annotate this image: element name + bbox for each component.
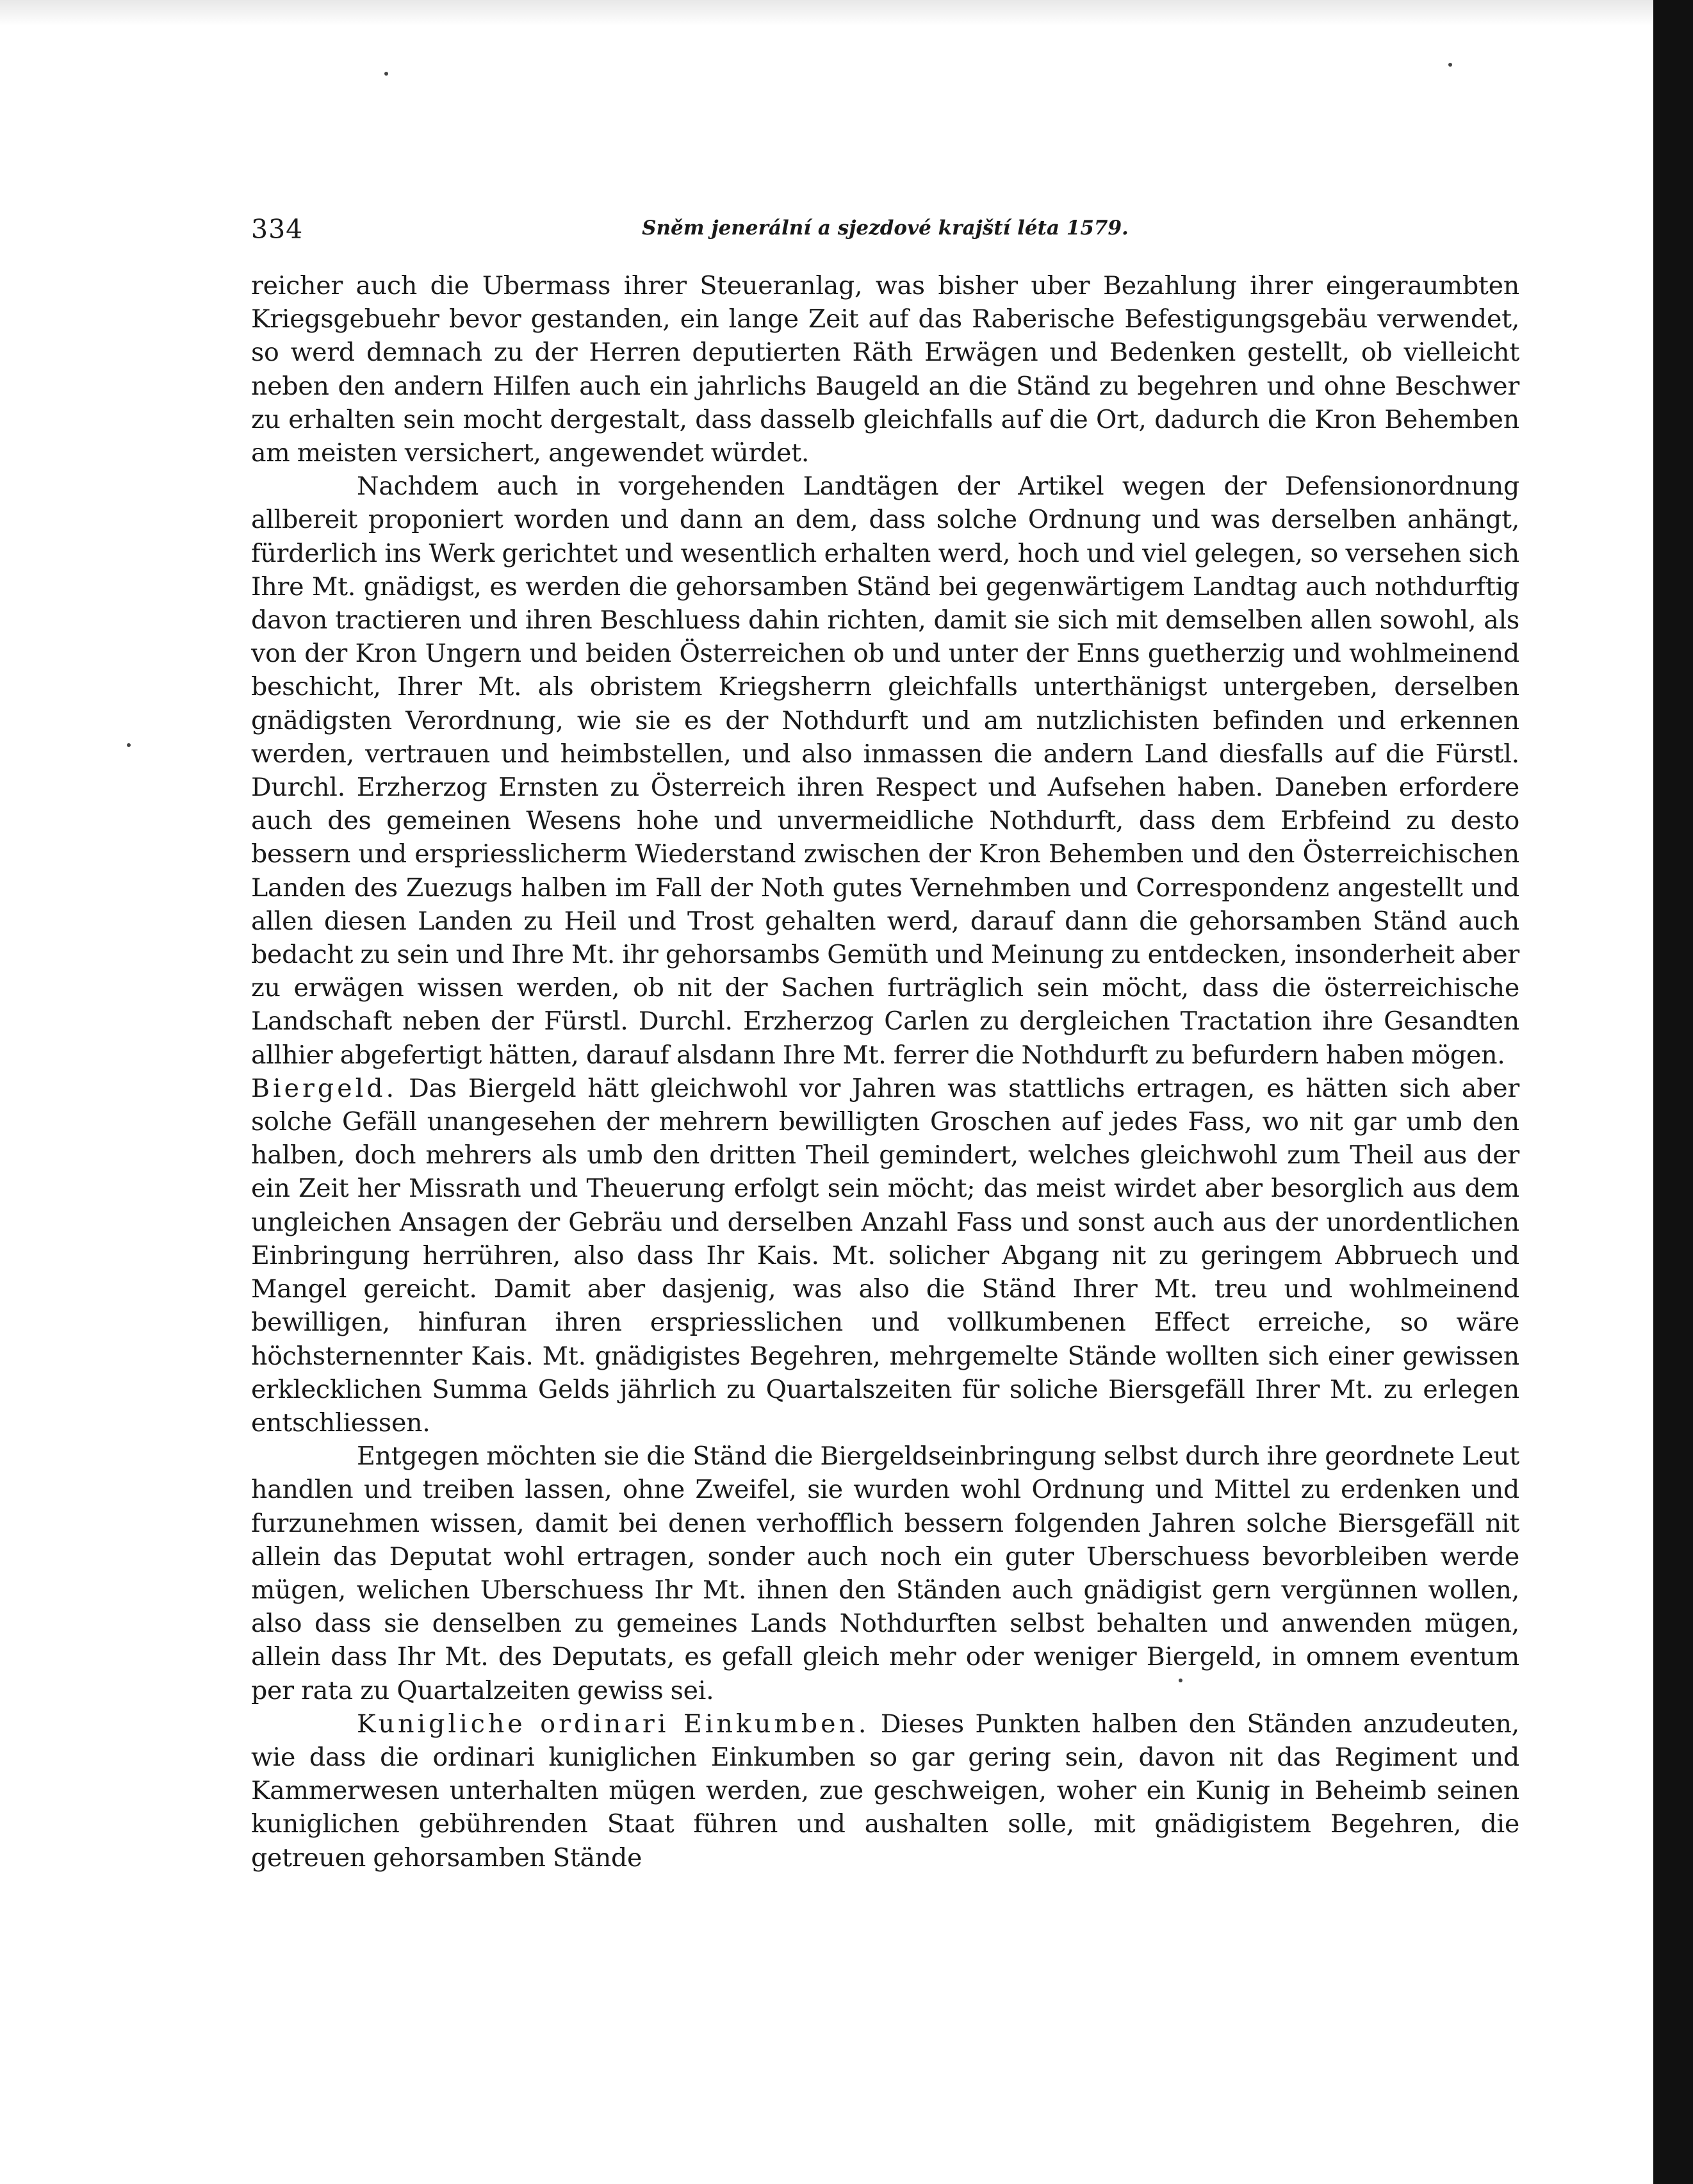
document-page — [251, 205, 1519, 1875]
paragraph-einkumben — [251, 1707, 1519, 1875]
paragraph-text: reicher auch die Ubermass ihrer Steueranlag, was bisher uber Bezahlung ihrer eingeraumbten Kriegsgebuehr bevor gestanden, ein lange Zeit auf das Raberische Befestigungsgebäu verwendet, so werd demnach zu der Herren deputierten Räth Erwägen und Bedenken gestellt, ob vielleicht neben den andern Hilfen auch ein jahrlichs Baugeld an die Ständ zu begehren und ohne Beschwer zu erhalten sein mocht dergestalt, dass dasselb gleichfalls auf die Ort, dadurch die Kron Behemben am meisten versichert, angewendet würdet. — [251, 271, 1519, 468]
scan-speck — [127, 743, 131, 747]
paragraph-text: Das Biergeld hätt gleichwohl vor Jahren was stattlichs ertragen, es hätten sich aber solche Gefäll unangesehen der mehrern bewilligten Groschen auf jedes Fass, wo nit gar umb den halben, doch mehrers als umb den dritten Theil gemindert, welches gleichwohl zum Theil aus der ein Zeit her Missrath und Theuerung erfolgt sein möcht; das meist wirdet aber besorglich aus dem ungleichen Ansagen der Gebräu und derselben Anzahl Fass und sonst auch aus der unordentlichen Einbringung herrühren, also dass Ihr Kais. Mt. solicher Abgang nit zu geringem Abbruech und Mangel gereicht. Damit aber dasjenig, was also die Ständ Ihrer Mt. treu und wohlmeinend bewilligen, hinfuran ihren erspriesslichen und vollkumbenen Effect erreiche, so wäre höchsternennter Kais. Mt. gnädigistes Begehren, mehrgemelte Stände wollten sich einer gewissen erklecklichen Summa Gelds jährlich zu Quartalszeiten für soliche Biersgefäll Ihrer Mt. zu erlegen entschliessen. — [251, 1073, 1519, 1438]
scan-edge-top — [0, 0, 1693, 26]
paragraph-text: Dieses Punkten halben den Ständen anzudeuten, wie dass die ordinari kuniglichen Einkumben so gar gering sein, davon nit das Regiment und Kammerwesen unterhalten mügen werden, zue geschweigen, woher ein Kunig in Beheimb seinen kuniglichen gebührenden Staat führen und aushalten solle, mit gnädigistem Begehren, die getreuen gehorsamben Stände — [251, 1709, 1519, 1873]
section-heading-einkumben: Kunigliche ordinari Einkumben. — [357, 1709, 870, 1739]
running-title: Sněm jenerální a sjezdové krajští léta 1579. — [642, 217, 1129, 240]
paragraph-text: Nachdem auch in vorgehenden Landtägen der Artikel wegen der Defensionordnung allbereit proponiert worden und dann an dem, dass solche Ordnung und was derselben anhängt, fürderlich ins Werk gerichtet und wesentlich erhalten werd, hoch und viel gelegen, so versehen sich Ihre Mt. gnädigst, es werden die gehorsamben Ständ bei gegenwärtigem Landtag auch nothdurftig davon tractieren und ihren Beschluess dahin richten, damit sie sich mit demselben allen sowohl, als von der Kron Ungern und beiden Österreichen ob und unter der Enns guetherzig und wohlmeinend beschicht, Ihrer Mt. als obristem Kriegsherrn gleichfalls unterthänigst untergeben, derselben gnädigsten Verordnung, wie sie es der Nothdurft und am nutzlichisten befinden und erkennen werden, vertrauen und heimbstellen, und also inmassen die andern Land diesfalls auf die Fürstl. Durchl. Erzherzog Ernsten zu Österreich ihren Respect und Aufsehen haben. Daneben erfordere auch des gemeinen Wesens hohe und unvermeidliche Nothdurft, dass dem Erbfeind zu desto bessern und erspriesslicherm Wiederstand zwischen der Kron Behemben und den Österreichischen Landen des Zuezugs halben im Fall der Noth gutes Vernehmben und Correspondenz angestellt und allen diesen Landen zu Heil und Trost gehalten werd, darauf dann die gehorsamben Ständ auch bedacht zu sein und Ihre Mt. ihr gehorsambs Gemüth und Meinung zu entdecken, insonderheit aber zu erwägen wissen werden, ob nit der Sachen furträglich sein möcht, dass die österreichische Landschaft neben der Fürstl. Durchl. Erzherzog Carlen zu dergleichen Tractation ihre Gesandten allhier abgefertigt hätten, darauf alsdann Ihre Mt. ferrer die Nothdurft zu befurdern haben mögen. — [251, 472, 1519, 1070]
body-text — [251, 269, 1519, 1875]
paragraph-4 — [251, 1440, 1519, 1707]
paragraph-2 — [251, 470, 1519, 1072]
scan-speck — [1448, 63, 1452, 67]
section-heading-biergeld: Biergeld. — [251, 1073, 398, 1103]
paragraph-1 — [251, 269, 1519, 470]
paragraph-text: Entgegen möchten sie die Ständ die Biergeldseinbringung selbst durch ihre geordnete Leut handlen und treiben lassen, ohne Zweifel, sie wurden wohl Ordnung und Mittel zu erdenken und furzunehmen wissen, damit bei denen verhofflich bessern folgenden Jahren solche Biersgefäll nit allein das Deputat wohl ertragen, sonder auch noch ein guter Uberschuess bevorbleiben werde mügen, welichen Uberschuess Ihr Mt. ihnen den Ständen auch gnädigist gern vergünnen wollen, also dass sie denselben zu gemeines Lands Nothdurften selbst behalten und anwenden mügen, allein dass Ihr Mt. des Deputats, es gefall gleich mehr oder weniger Biergeld, in omnem eventum per rata zu Quartalzeiten gewiss sei. — [251, 1441, 1519, 1705]
scan-edge-right — [1653, 0, 1693, 2184]
running-head — [251, 205, 1519, 250]
page-number: 334 — [251, 214, 304, 245]
scan-speck — [384, 72, 388, 76]
paragraph-biergeld — [251, 1072, 1519, 1440]
